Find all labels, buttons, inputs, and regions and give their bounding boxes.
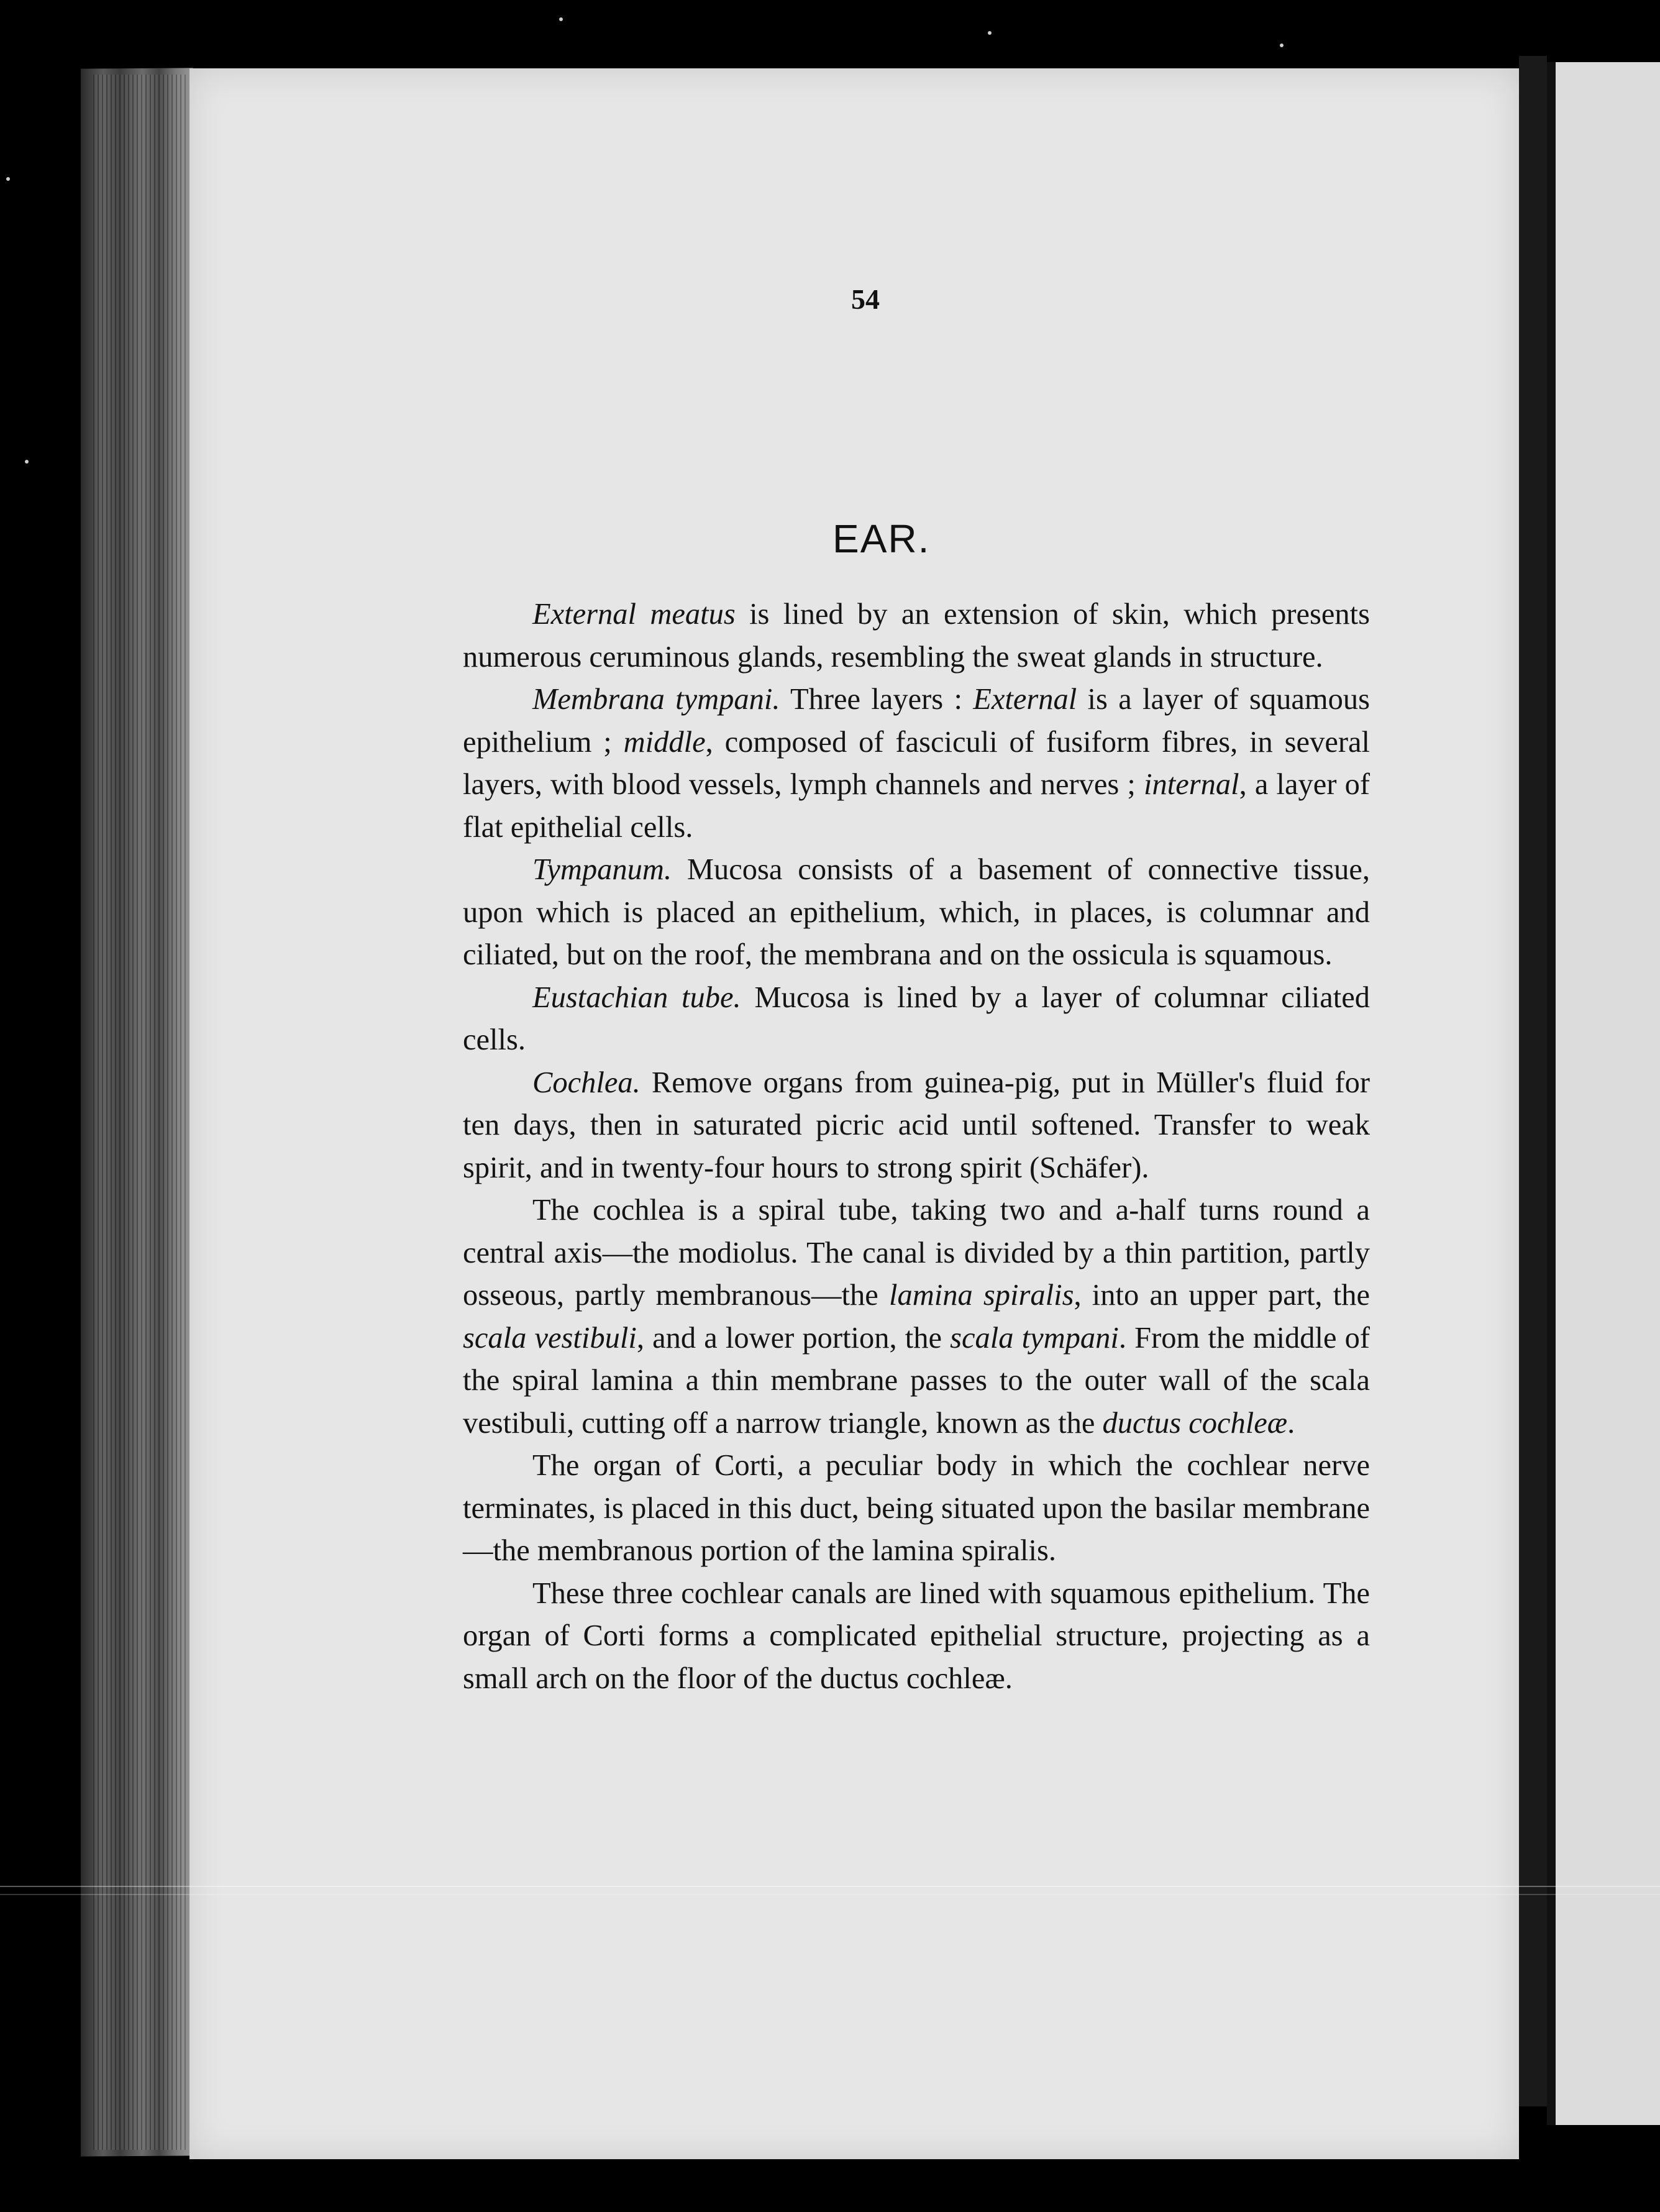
text-run: , composed of fasciculi of fusiform fibres, in several layers, with blood vessels, lymph channels and nerves ; [463, 725, 1370, 801]
text-run: . From the middle of the spiral lamina a thin membrane passes to the outer wall of the scala vestibuli, cutting off a narrow triangle, known as the [463, 1321, 1370, 1440]
scan-speck [988, 31, 992, 35]
paragraph-external-meatus [463, 593, 1370, 679]
paragraph-eustachian-tube [463, 977, 1370, 1062]
paragraph-cochlea-structure [463, 1189, 1370, 1445]
page-title: EAR. [832, 516, 931, 561]
paragraph-lead: Eustachian tube. [532, 980, 741, 1014]
paragraph-lead: External meatus [532, 598, 736, 631]
scan-speck [1280, 43, 1284, 47]
paragraph-tympanum [463, 849, 1370, 977]
paragraph-cochlear-canals [463, 1573, 1370, 1701]
paragraph-lead: Membrana tympani. [532, 683, 780, 716]
page-stack-lines [93, 75, 186, 2150]
text-run: Three layers : [780, 683, 974, 716]
adjacent-page-sliver [1547, 62, 1660, 2125]
scan-speck [559, 17, 563, 21]
text-run: The cochlea is a spiral tube, taking two and a-half turns round a central axis—the modiolus. The canal is divided by a thin partition, partly osseous, partly membranous—the [463, 1194, 1370, 1312]
text-run-italic: lamina spiralis [889, 1279, 1074, 1312]
text-run: , into an upper part, the [1074, 1279, 1370, 1312]
text-run: is a layer of squamous epithelium ; [463, 683, 1370, 759]
paragraph-lead: Tympanum. [532, 853, 672, 886]
paragraph-membrana-tympani [463, 679, 1370, 849]
scan-artifact-line [0, 1894, 1660, 1895]
text-run: , and a lower portion, the [636, 1321, 951, 1355]
text-run: , a layer of flat epithelial cells. [463, 768, 1370, 844]
text-run-italic: internal [1144, 768, 1239, 801]
scan-artifact-line [0, 1886, 1660, 1887]
binding-shadow [1519, 56, 1547, 2106]
paragraph-text: is lined by an extension of skin, which presents numerous ceruminous glands, resembling the sweat glands in structure. [463, 598, 1370, 674]
text-run-italic: middle [623, 725, 706, 759]
scan-speck [6, 177, 10, 181]
text-run-italic: ductus cochleæ [1102, 1406, 1288, 1440]
text-run-italic: scala tympani [950, 1321, 1119, 1355]
page-number: 54 [851, 283, 880, 315]
paragraph-text: Remove organs from guinea-pig, put in Müller's fluid for ten days, then in saturated picric acid until softened. Transfer to weak spirit, and in twenty-four hours to strong spirit (Schäfer). [463, 1066, 1370, 1184]
paragraph-cochlea [463, 1062, 1370, 1190]
adjacent-page-edge [1547, 62, 1556, 2125]
paragraph-text: Mucosa consists of a basement of connective tissue, upon which is placed an epithelium, which, in places, is columnar and ciliated, but on the roof, the membrana and on the ossicula is squamous. [463, 853, 1370, 971]
text-run-italic: External [973, 683, 1077, 716]
scan-speck [25, 460, 29, 464]
paragraph-text: The organ of Corti, a peculiar body in which the cochlear nerve terminates, is placed in this duct, being situated upon the basilar membrane—the membranous portion of the lamina spiralis. [463, 1449, 1370, 1567]
paragraph-organ-of-corti [463, 1445, 1370, 1573]
paragraph-lead: Cochlea. [532, 1066, 641, 1099]
text-run-italic: scala vestibuli [463, 1321, 637, 1355]
paragraph-text: These three cochlear canals are lined with squamous epithelium. The organ of Corti forms a complicated epithelial structure, projecting as a small arch on the floor of the ductus cochleæ. [463, 1576, 1370, 1695]
body-text [463, 593, 1370, 1700]
paragraph-text: Mucosa is lined by a layer of columnar ciliated cells. [463, 980, 1370, 1056]
text-run: . [1287, 1406, 1295, 1440]
